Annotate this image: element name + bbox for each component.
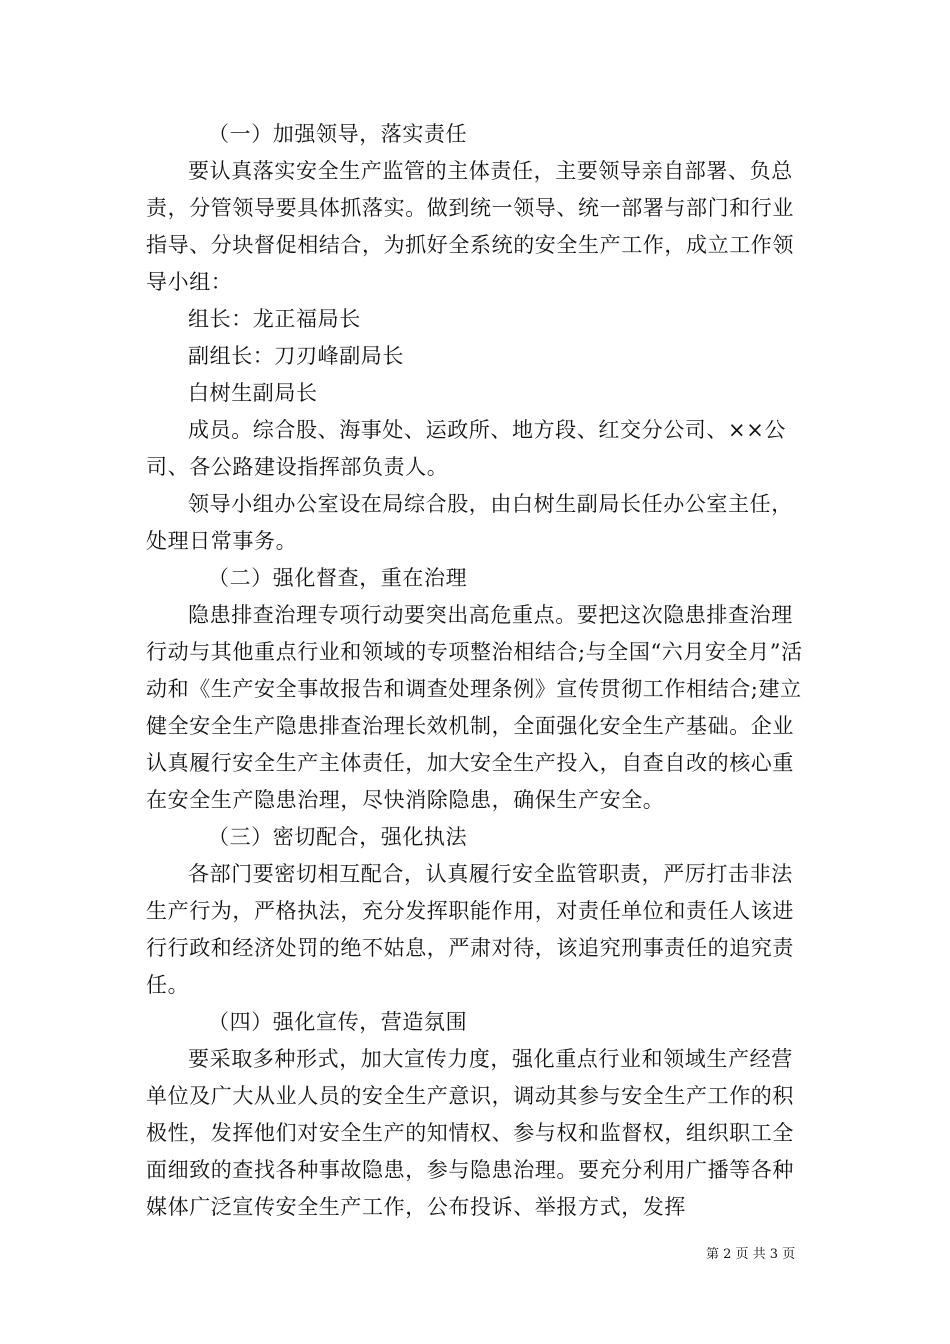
section-heading-2: （二）强化督查，重在治理 [208,566,468,590]
document-body [146,116,810,1226]
members-paragraph: 成员。综合股、海事处、运政所、地方段、红交分公司、××公司、各公路建设指挥部负责人。 [146,418,786,479]
section-heading-1: （一）加强领导，落实责任 [208,122,468,146]
office-paragraph: 领导小组办公室设在局综合股，由白树生副局长任办公室主任，处理日常事务。 [146,492,793,553]
section-heading-3: （三）密切配合，强化执法 [208,825,468,849]
paragraph-responsibility: 要认真落实安全生产监管的主体责任，主要领导亲自部署、负总责，分管领导要具体抓落实。做到统一领导、统一部署与部门和行业指导、分块督促相结合，为抓好全系统的安全生产工作，成立工作领导小组： [146,159,794,294]
deputy-leader-second-line: 白树生副局长 [188,381,318,405]
inspection-paragraph: 隐患排查治理专项行动要突出高危重点。要把这次隐患排查治理行动与其他重点行业和领域的专项整治相结合;与全国“六月安全月”活动和《生产安全事故报告和调查处理条例》宣传贯彻工作相结合;建立健全安全生产隐患排查治理长效机制，全面强化安全生产基础。企业认真履行安全生产主体责任，加大安全生产投入，自查自改的核心重在安全生产隐患治理，尽快消除隐患，确保生产安全。 [146,603,803,812]
group-leader-line: 组长：龙正福局长 [188,307,361,331]
deputy-leader-line: 副组长：刀刃峰副局长 [188,344,404,368]
publicity-paragraph: 要采取多种形式，加大宣传力度，强化重点行业和领域生产经营单位及广大从业人员的安全生产意识，调动其参与安全生产工作的积极性，发挥他们对安全生产的知情权、参与权和监督权，组织职工全面细致的查找各种事故隐患，参与隐患治理。要充分利用广播等各种媒体广泛宣传安全生产工作，公布投诉、举报方式，发挥 [146,1047,794,1219]
section-heading-4: （四）强化宣传，营造氛围 [208,1010,468,1034]
page-footer: 第 2 页 共 3 页 [706,1247,796,1262]
enforcement-paragraph: 各部门要密切相互配合，认真履行安全监管职责，严厉打击非法生产行为，严格执法，充分发挥职能作用，对责任单位和责任人该进行行政和经济处罚的绝不姑息，严肃对待，该追究刑事责任的追究责任。 [146,862,794,997]
